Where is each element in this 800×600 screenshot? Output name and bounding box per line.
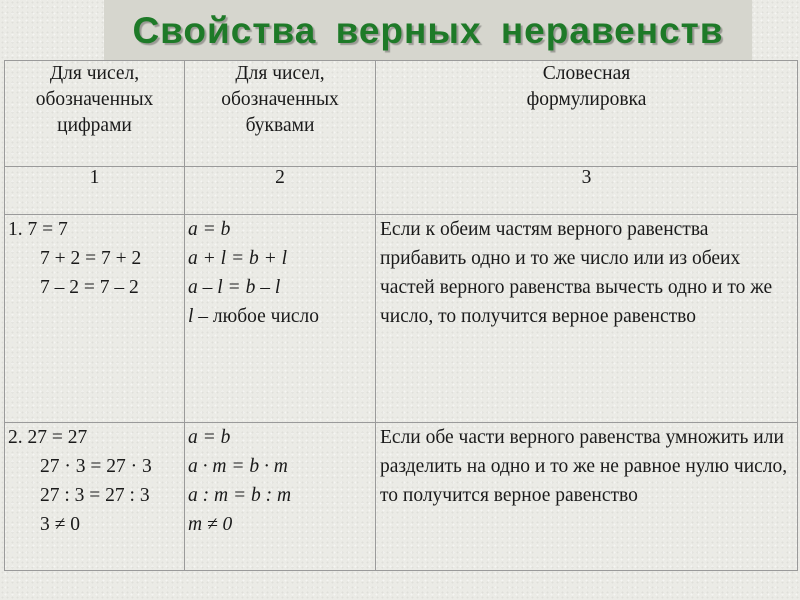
header-digits: Для чисел, обозначенных цифрами — [5, 61, 185, 167]
digits-cell: 1. 7 = 7 7 + 2 = 7 + 2 7 – 2 = 7 – 2 — [5, 214, 185, 423]
wording-cell: Если обе части верного равенства умножить или разделить на одно и то же не равное нулю число, то получится верное равенство — [376, 423, 798, 571]
properties-table — [4, 60, 798, 571]
column-number: 2 — [185, 167, 376, 214]
table-row — [5, 214, 798, 423]
column-number: 1 — [5, 167, 185, 214]
digits-cell: 2. 27 = 27 27 · 3 = 27 · 3 27 : 3 = 27 : 3 3 ≠ 0 — [5, 423, 185, 571]
letters-cell: a = b a + l = b + l a – l = b – l l – любое число — [185, 214, 376, 423]
header-wording: Словесная формулировка — [376, 61, 798, 167]
header-letters: Для чисел, обозначенных буквами — [185, 61, 376, 167]
page-title: Свойства верных неравенств — [132, 10, 724, 51]
column-number: 3 — [376, 167, 798, 214]
letters-note: l – любое число — [188, 305, 320, 327]
table-row — [5, 423, 798, 571]
letters-cell: a = b a · m = b · m a : m = b : m m ≠ 0 — [185, 423, 376, 571]
header-row — [5, 61, 798, 167]
wording-cell: Если к обеим частям верного равенства прибавить одно и то же число или из обеих частей верного равенства вычесть одно и то же число, то получится верное равенство — [376, 214, 798, 423]
column-number-row — [5, 167, 798, 214]
